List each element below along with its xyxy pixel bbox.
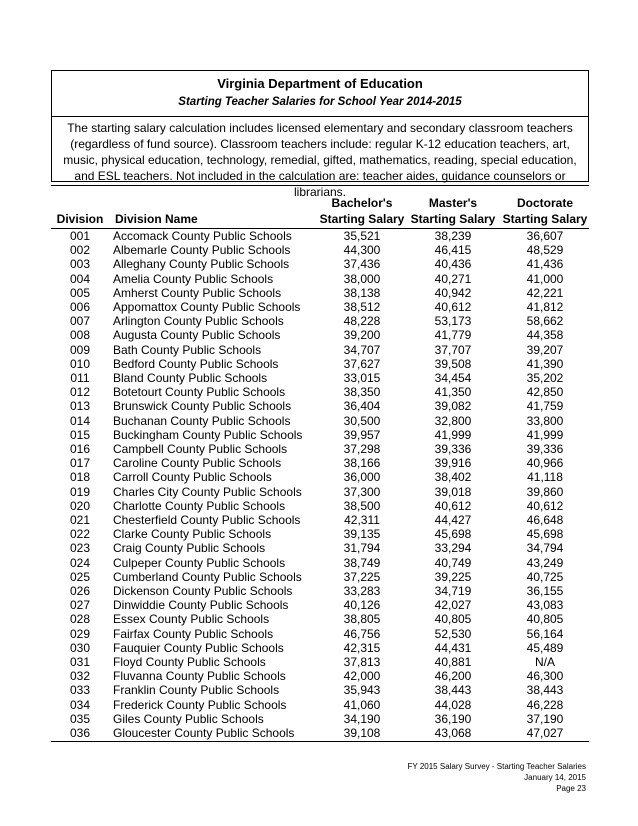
col-header-masters-line1: Master's [428,196,478,210]
bachelors-salary: 42,311 [344,513,380,527]
division-name: Bedford County Public Schools [113,356,279,371]
masters-salary: 39,916 [434,456,472,471]
col-header-doctorate [501,195,589,227]
bachelors-salary: 36,000 [343,470,381,485]
doctorate-salary: 39,336 [526,442,564,456]
division-code: 018 [69,470,91,485]
col-header-bachelors [317,195,407,227]
masters-salary: 38,443 [434,683,472,698]
division-code: 034 [69,697,91,712]
masters-salary: 42,027 [434,598,472,613]
bachelors-salary: 38,512 [343,300,381,314]
doctorate-salary: 41,000 [526,271,564,286]
bachelors-salary: 42,000 [343,669,381,684]
division-code: 012 [69,385,91,400]
masters-salary: 38,402 [434,470,472,485]
doctorate-salary: 41,390 [526,356,564,371]
bachelors-salary: 38,500 [343,498,381,513]
table-row [51,300,589,314]
masters-salary: 44,427 [434,513,472,527]
division-code: 028 [69,612,91,627]
masters-salary: 44,431 [434,640,472,655]
table-row [51,584,589,598]
col-header-doctorate-line1: Doctorate [516,196,573,210]
division-name: Chesterfield County Public Schools [113,513,301,527]
division-code: 016 [69,442,91,456]
doctorate-salary: 56,164 [526,626,564,641]
division-code: 011 [70,371,90,385]
bachelors-salary: 35,521 [343,229,381,243]
division-name: Buchanan County Public Schools [113,413,291,428]
division-name: Amherst County Public Schools [113,285,282,300]
doctorate-salary: 41,759 [526,399,564,414]
bachelors-salary: 33,283 [343,584,381,598]
doctorate-salary: 39,860 [526,484,564,499]
col-header-division-name: Division Name [115,212,198,226]
masters-salary: 39,018 [434,484,472,499]
division-code: 032 [69,669,91,684]
bachelors-salary: 38,350 [343,385,381,400]
division-name: Dickenson County Public Schools [113,584,293,598]
division-code: 014 [69,413,91,428]
division-code: 036 [69,726,91,740]
bachelors-salary: 40,126 [343,598,381,613]
division-code: 017 [69,456,91,471]
division-name: Amelia County Public Schools [113,271,274,286]
doctorate-salary: 36,607 [526,229,564,243]
table-row [51,399,589,413]
bachelors-salary: 37,627 [343,356,381,371]
report-title: Virginia Department of Education [217,76,423,91]
col-header-bachelors-line1: Bachelor's [331,196,393,210]
division-name: Culpeper County Public Schools [113,555,286,570]
masters-salary: 39,508 [434,356,472,371]
doctorate-salary: 43,083 [526,598,564,613]
division-code: 013 [69,399,91,414]
division-code: 031 [69,655,91,669]
doctorate-salary: 48,529 [526,243,564,258]
bachelors-salary: 39,200 [343,328,381,343]
bachelors-salary: 42,315 [343,640,381,655]
doctorate-salary: 39,207 [526,342,564,357]
division-code: 008 [69,328,91,343]
table-row [51,229,589,243]
table-row [51,570,589,584]
masters-salary: 33,294 [434,541,472,556]
masters-salary: 45,698 [434,527,472,542]
table-row [51,641,589,655]
table-row [51,428,589,442]
doctorate-salary: 41,812 [526,300,564,314]
division-code: 026 [69,584,91,598]
doctorate-salary: 37,190 [526,711,564,726]
division-name: Bland County Public Schools [113,371,268,385]
masters-salary: 39,082 [434,399,472,414]
col-header-bachelors-line2: Starting Salary [319,212,405,226]
bachelors-salary: 37,813 [343,655,381,669]
masters-salary: 39,225 [434,569,472,584]
division-name: Alleghany County Public Schools [113,257,290,272]
bachelors-salary: 37,436 [343,257,381,272]
doctorate-salary: 40,966 [526,456,564,471]
doctorate-salary: 41,118 [527,470,563,485]
doctorate-salary: 44,358 [526,328,564,343]
report-description: The starting salary calculation includes licensed elementary and secondary classroom teachers (regardless of fund source). Classroom teachers include: regular K-12 education teachers, art, music, physical education, technology, remedial, gifted, mathematics, reading, special education, and ESL teachers. Not included in the calculation are: teacher aides, guidance counselors or librarians. [63,121,577,199]
division-name: Clarke County Public Schools [113,527,272,542]
masters-salary: 44,028 [434,697,472,712]
doctorate-salary: 41,999 [526,427,564,442]
table-row [51,385,589,399]
table-row [51,371,589,385]
table-row [51,456,589,470]
bachelors-salary: 33,015 [343,371,381,385]
col-header-division: Division [56,212,104,226]
table-row [51,712,589,726]
doctorate-salary: 38,443 [526,683,564,698]
footer-date: January 14, 2015 [524,773,586,782]
masters-salary: 41,999 [434,427,472,442]
table-bottom-rule [51,741,589,742]
masters-salary: 43,068 [434,726,472,740]
division-name: Botetourt County Public Schools [113,385,286,400]
doctorate-salary: 40,725 [526,569,564,584]
bachelors-salary: 39,135 [343,527,381,542]
division-code: 033 [69,683,91,698]
doctorate-salary: 36,155 [526,584,564,598]
table-row [51,499,589,513]
division-name: Gloucester County Public Schools [113,726,295,740]
col-header-masters-line2: Starting Salary [410,212,496,226]
division-code: 004 [69,271,91,286]
doctorate-salary: 45,698 [526,527,564,542]
division-code: 010 [69,356,91,371]
bachelors-salary: 46,756 [343,626,381,641]
division-name: Carroll County Public Schools [113,470,272,485]
table-row [51,357,589,371]
bachelors-salary: 31,794 [343,541,381,556]
doctorate-salary: 47,027 [526,726,564,740]
division-name: Cumberland County Public Schools [113,569,302,584]
masters-salary: 34,454 [434,371,472,385]
division-code: 025 [69,569,91,584]
table-top-rule [51,185,589,186]
division-name: Giles County Public Schools [113,711,264,726]
division-name: Augusta County Public Schools [113,328,281,343]
doctorate-salary: 46,228 [526,697,564,712]
doctorate-salary: 33,800 [526,413,564,428]
bachelors-salary: 38,805 [343,612,381,627]
table-row [51,612,589,626]
division-name: Floyd County Public Schools [113,655,266,669]
bachelors-salary: 38,166 [343,456,381,471]
bachelors-salary: 38,749 [343,555,381,570]
masters-salary: 40,612 [434,498,472,513]
division-name: Buckingham County Public Schools [113,427,303,442]
doctorate-salary: 45,489 [526,640,564,655]
division-name: Essex County Public Schools [113,612,270,627]
division-code: 035 [69,711,91,726]
division-name: Brunswick County Public Schools [113,399,292,414]
division-name: Campbell County Public Schools [113,442,288,456]
bachelors-salary: 39,957 [343,427,381,442]
bachelors-salary: 34,707 [343,342,381,357]
division-code: 019 [69,484,91,499]
masters-salary: 53,173 [434,314,472,329]
division-name: Fluvanna County Public Schools [113,669,286,684]
table-row [51,655,589,669]
division-name: Craig County Public Schools [113,541,266,556]
table-row [51,257,589,271]
division-name: Albemarle County Public Schools [113,243,291,258]
bachelors-salary: 37,300 [343,484,381,499]
division-code: 007 [69,314,91,329]
doctorate-salary: 46,648 [526,513,564,527]
division-name: Fairfax County Public Schools [113,626,274,641]
doctorate-salary: 35,202 [526,371,564,385]
division-code: 027 [69,598,91,613]
bachelors-salary: 38,138 [343,285,381,300]
division-name: Appomattox County Public Schools [113,300,301,314]
table-row [51,683,589,697]
masters-salary: 32,800 [434,413,472,428]
masters-salary: 40,436 [434,257,472,272]
masters-salary: 40,749 [434,555,472,570]
division-name: Bath County Public Schools [113,342,262,357]
division-code: 015 [69,427,91,442]
masters-salary: 41,350 [434,385,472,400]
table-row [51,272,589,286]
bachelors-salary: 30,500 [343,413,381,428]
division-name: Fauquier County Public Schools [113,640,284,655]
masters-salary: 36,190 [434,711,472,726]
masters-salary: 46,200 [434,669,472,684]
division-name: Charlotte County Public Schools [113,498,286,513]
table-row [51,328,589,342]
division-code: 006 [69,300,91,314]
col-header-masters [409,195,497,227]
table-row [51,286,589,300]
masters-salary: 39,336 [434,442,472,456]
table-row [51,470,589,484]
doctorate-salary: 43,249 [526,555,564,570]
table-row [51,726,589,740]
masters-salary: 40,942 [434,285,472,300]
doctorate-salary: 41,436 [526,257,564,272]
bachelors-salary: 36,404 [343,399,381,414]
division-code: 022 [69,527,91,542]
masters-salary: 40,271 [434,271,472,286]
footer-page: Page 23 [556,784,586,793]
table-row [51,485,589,499]
division-code: 005 [69,285,91,300]
table-row [51,243,589,257]
doctorate-salary: 34,794 [526,541,564,556]
table-row [51,513,589,527]
bachelors-salary: 48,228 [343,314,381,329]
division-code: 001 [69,229,91,243]
masters-salary: 46,415 [434,243,472,258]
doctorate-salary: 42,850 [526,385,564,400]
doctorate-salary: 40,805 [526,612,564,627]
masters-salary: 38,239 [434,229,472,243]
bachelors-salary: 41,060 [343,697,381,712]
table-row [51,414,589,428]
footer-survey-line: FY 2015 Salary Survey - Starting Teacher Salaries [407,762,586,771]
division-code: 003 [69,257,91,272]
division-name: Frederick County Public Schools [113,697,287,712]
doctorate-salary: 46,300 [526,669,564,684]
division-code: 020 [69,498,91,513]
division-code: 002 [69,243,91,258]
division-name: Caroline County Public Schools [113,456,282,471]
division-name: Arlington County Public Schools [113,314,284,329]
table-row [51,343,589,357]
masters-salary: 41,779 [434,328,472,343]
division-code: 021 [69,513,91,527]
division-code: 030 [69,640,91,655]
header-divider [52,116,588,117]
bachelors-salary: 44,300 [343,243,381,258]
col-header-doctorate-line2: Starting Salary [502,212,588,226]
masters-salary: 40,612 [434,300,472,314]
masters-salary: 34,719 [434,584,472,598]
table-row [51,527,589,541]
table-row [51,556,589,570]
table-row [51,627,589,641]
table-row [51,698,589,712]
masters-salary: 52,530 [434,626,472,641]
division-name: Dinwiddie County Public Schools [113,598,289,613]
table-row [51,442,589,456]
table-row [51,598,589,612]
masters-salary: 37,707 [434,342,472,357]
report-subtitle: Starting Teacher Salaries for School Year 2014-2015 [178,96,462,108]
table-row [51,669,589,683]
bachelors-salary: 34,190 [343,711,381,726]
division-code: 023 [69,541,91,556]
doctorate-salary: N/A [534,655,555,669]
bachelors-salary: 35,943 [343,683,381,698]
table-row [51,541,589,555]
masters-salary: 40,881 [434,655,472,669]
bachelors-salary: 38,000 [343,271,381,286]
division-name: Franklin County Public Schools [113,683,280,698]
doctorate-salary: 42,221 [526,285,564,300]
doctorate-salary: 58,662 [526,314,564,329]
division-name: Charles City County Public Schools [113,484,302,499]
report-header [51,70,589,199]
masters-salary: 40,805 [434,612,472,627]
division-code: 029 [69,626,91,641]
bachelors-salary: 37,298 [343,442,381,456]
bachelors-salary: 39,108 [343,726,381,740]
doctorate-salary: 40,612 [526,498,564,513]
division-code: 009 [69,342,91,357]
division-name: Accomack County Public Schools [113,229,292,243]
bachelors-salary: 37,225 [343,569,381,584]
division-code: 024 [69,555,91,570]
table-row [51,314,589,328]
